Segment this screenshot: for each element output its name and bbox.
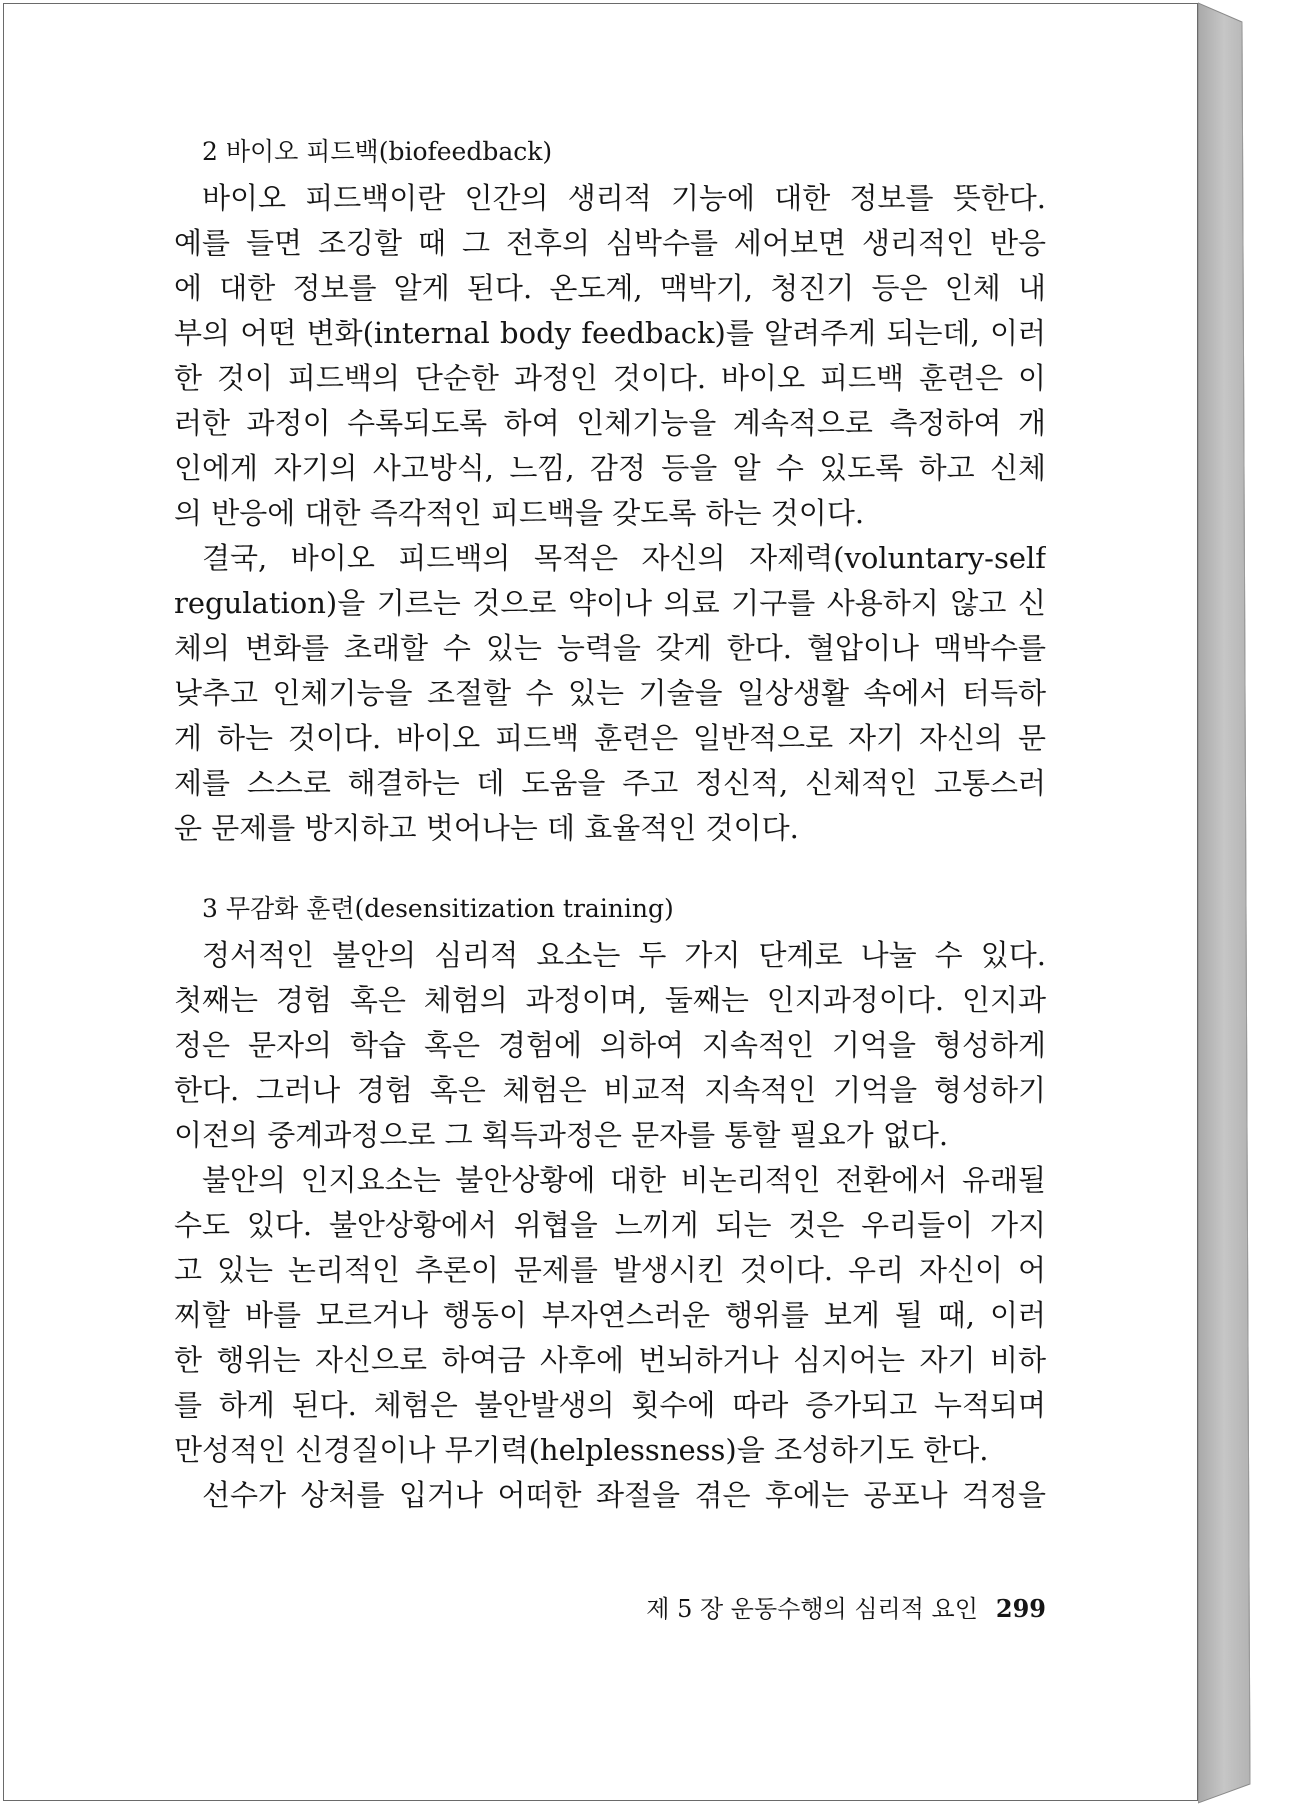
text-line: 이전의 중계과정으로 그 획득과정은 문자를 통할 필요가 없다.	[174, 1118, 949, 1152]
page-number: 299	[995, 1594, 1046, 1623]
text-line: 찌할 바를 모르거나 행동이 부자연스러운 행위를 보게 될 때, 이러	[174, 1298, 1046, 1332]
paragraph	[174, 1473, 1046, 1518]
text-line: 선수가 상처를 입거나 어떠한 좌절을 겪은 후에는 공포나 걱정을	[202, 1478, 1046, 1512]
text-line: 정은 문자의 학습 혹은 경험에 의하여 지속적인 기억을 형성하게	[174, 1028, 1046, 1062]
page-footer	[600, 1592, 1046, 1626]
text-line: 결국, 바이오 피드백의 목적은 자신의 자제력(voluntary-self	[202, 541, 1046, 575]
text-line: 인에게 자기의 사고방식, 느낌, 감정 등을 알 수 있도록 하고 신체	[174, 451, 1046, 485]
text-line: 체의 변화를 초래할 수 있는 능력을 갖게 한다. 혈압이나 맥박수를	[174, 631, 1046, 665]
text-line: 를 하게 된다. 체험은 불안발생의 횟수에 따라 증가되고 누적되며	[174, 1388, 1046, 1422]
text-line: 에 대한 정보를 알게 된다. 온도계, 맥박기, 청진기 등은 인체 내	[174, 271, 1046, 305]
text-line: 첫째는 경험 혹은 체험의 과정이며, 둘째는 인지과정이다. 인지과	[174, 983, 1046, 1017]
text-line: 만성적인 신경질이나 무기력(helplessness)을 조성하기도 한다.	[174, 1433, 989, 1467]
text-line: 정서적인 불안의 심리적 요소는 두 가지 단계로 나눌 수 있다.	[202, 938, 1046, 972]
paragraph	[174, 176, 1046, 536]
text-line: 수도 있다. 불안상황에서 위협을 느끼게 되는 것은 우리들이 가지	[174, 1208, 1046, 1242]
running-head: 제 5 장 운동수행의 심리적 요인	[646, 1595, 978, 1623]
paragraph	[174, 933, 1046, 1158]
text-line: 불안의 인지요소는 불안상황에 대한 비논리적인 전환에서 유래될	[202, 1163, 1046, 1197]
text-line: 의 반응에 대한 즉각적인 피드백을 갖도록 하는 것이다.	[174, 496, 865, 530]
text-line: 한 행위는 자신으로 하여금 사후에 번뇌하거나 심지어는 자기 비하	[174, 1343, 1046, 1377]
text-line: 예를 들면 조깅할 때 그 전후의 심박수를 세어보면 생리적인 반응	[174, 226, 1046, 260]
text-line: 고 있는 논리적인 추론이 문제를 발생시킨 것이다. 우리 자신이 어	[174, 1253, 1046, 1287]
text-line: 부의 어떤 변화(internal body feedback)를 알려주게 되는데, 이러	[174, 316, 1046, 350]
text-line: 낮추고 인체기능을 조절할 수 있는 기술을 일상생활 속에서 터득하	[174, 676, 1046, 710]
paragraph	[174, 1158, 1046, 1473]
section-heading: 3 무감화 훈련(desensitization training)	[202, 894, 674, 923]
section-heading: 2 바이오 피드백(biofeedback)	[202, 137, 553, 166]
page-edge-shadow	[1198, 0, 1309, 1806]
text-line: 게 하는 것이다. 바이오 피드백 훈련은 일반적으로 자기 자신의 문	[174, 721, 1046, 755]
page-body	[174, 128, 1046, 1518]
text-line: 러한 과정이 수록되도록 하여 인체기능을 계속적으로 측정하여 개	[174, 406, 1046, 440]
text-line: regulation)을 기르는 것으로 약이나 의료 기구를 사용하지 않고 신	[174, 586, 1046, 620]
text-line: 바이오 피드백이란 인간의 생리적 기능에 대한 정보를 뜻한다.	[202, 181, 1046, 215]
paragraph	[174, 536, 1046, 851]
text-line: 한 것이 피드백의 단순한 과정인 것이다. 바이오 피드백 훈련은 이	[174, 361, 1046, 395]
section-gap	[174, 851, 1046, 885]
text-line: 운 문제를 방지하고 벗어나는 데 효율적인 것이다.	[174, 811, 799, 845]
text-line: 제를 스스로 해결하는 데 도움을 주고 정신적, 신체적인 고통스러	[174, 766, 1046, 800]
text-line: 한다. 그러나 경험 혹은 체험은 비교적 지속적인 기억을 형성하기	[174, 1073, 1046, 1107]
